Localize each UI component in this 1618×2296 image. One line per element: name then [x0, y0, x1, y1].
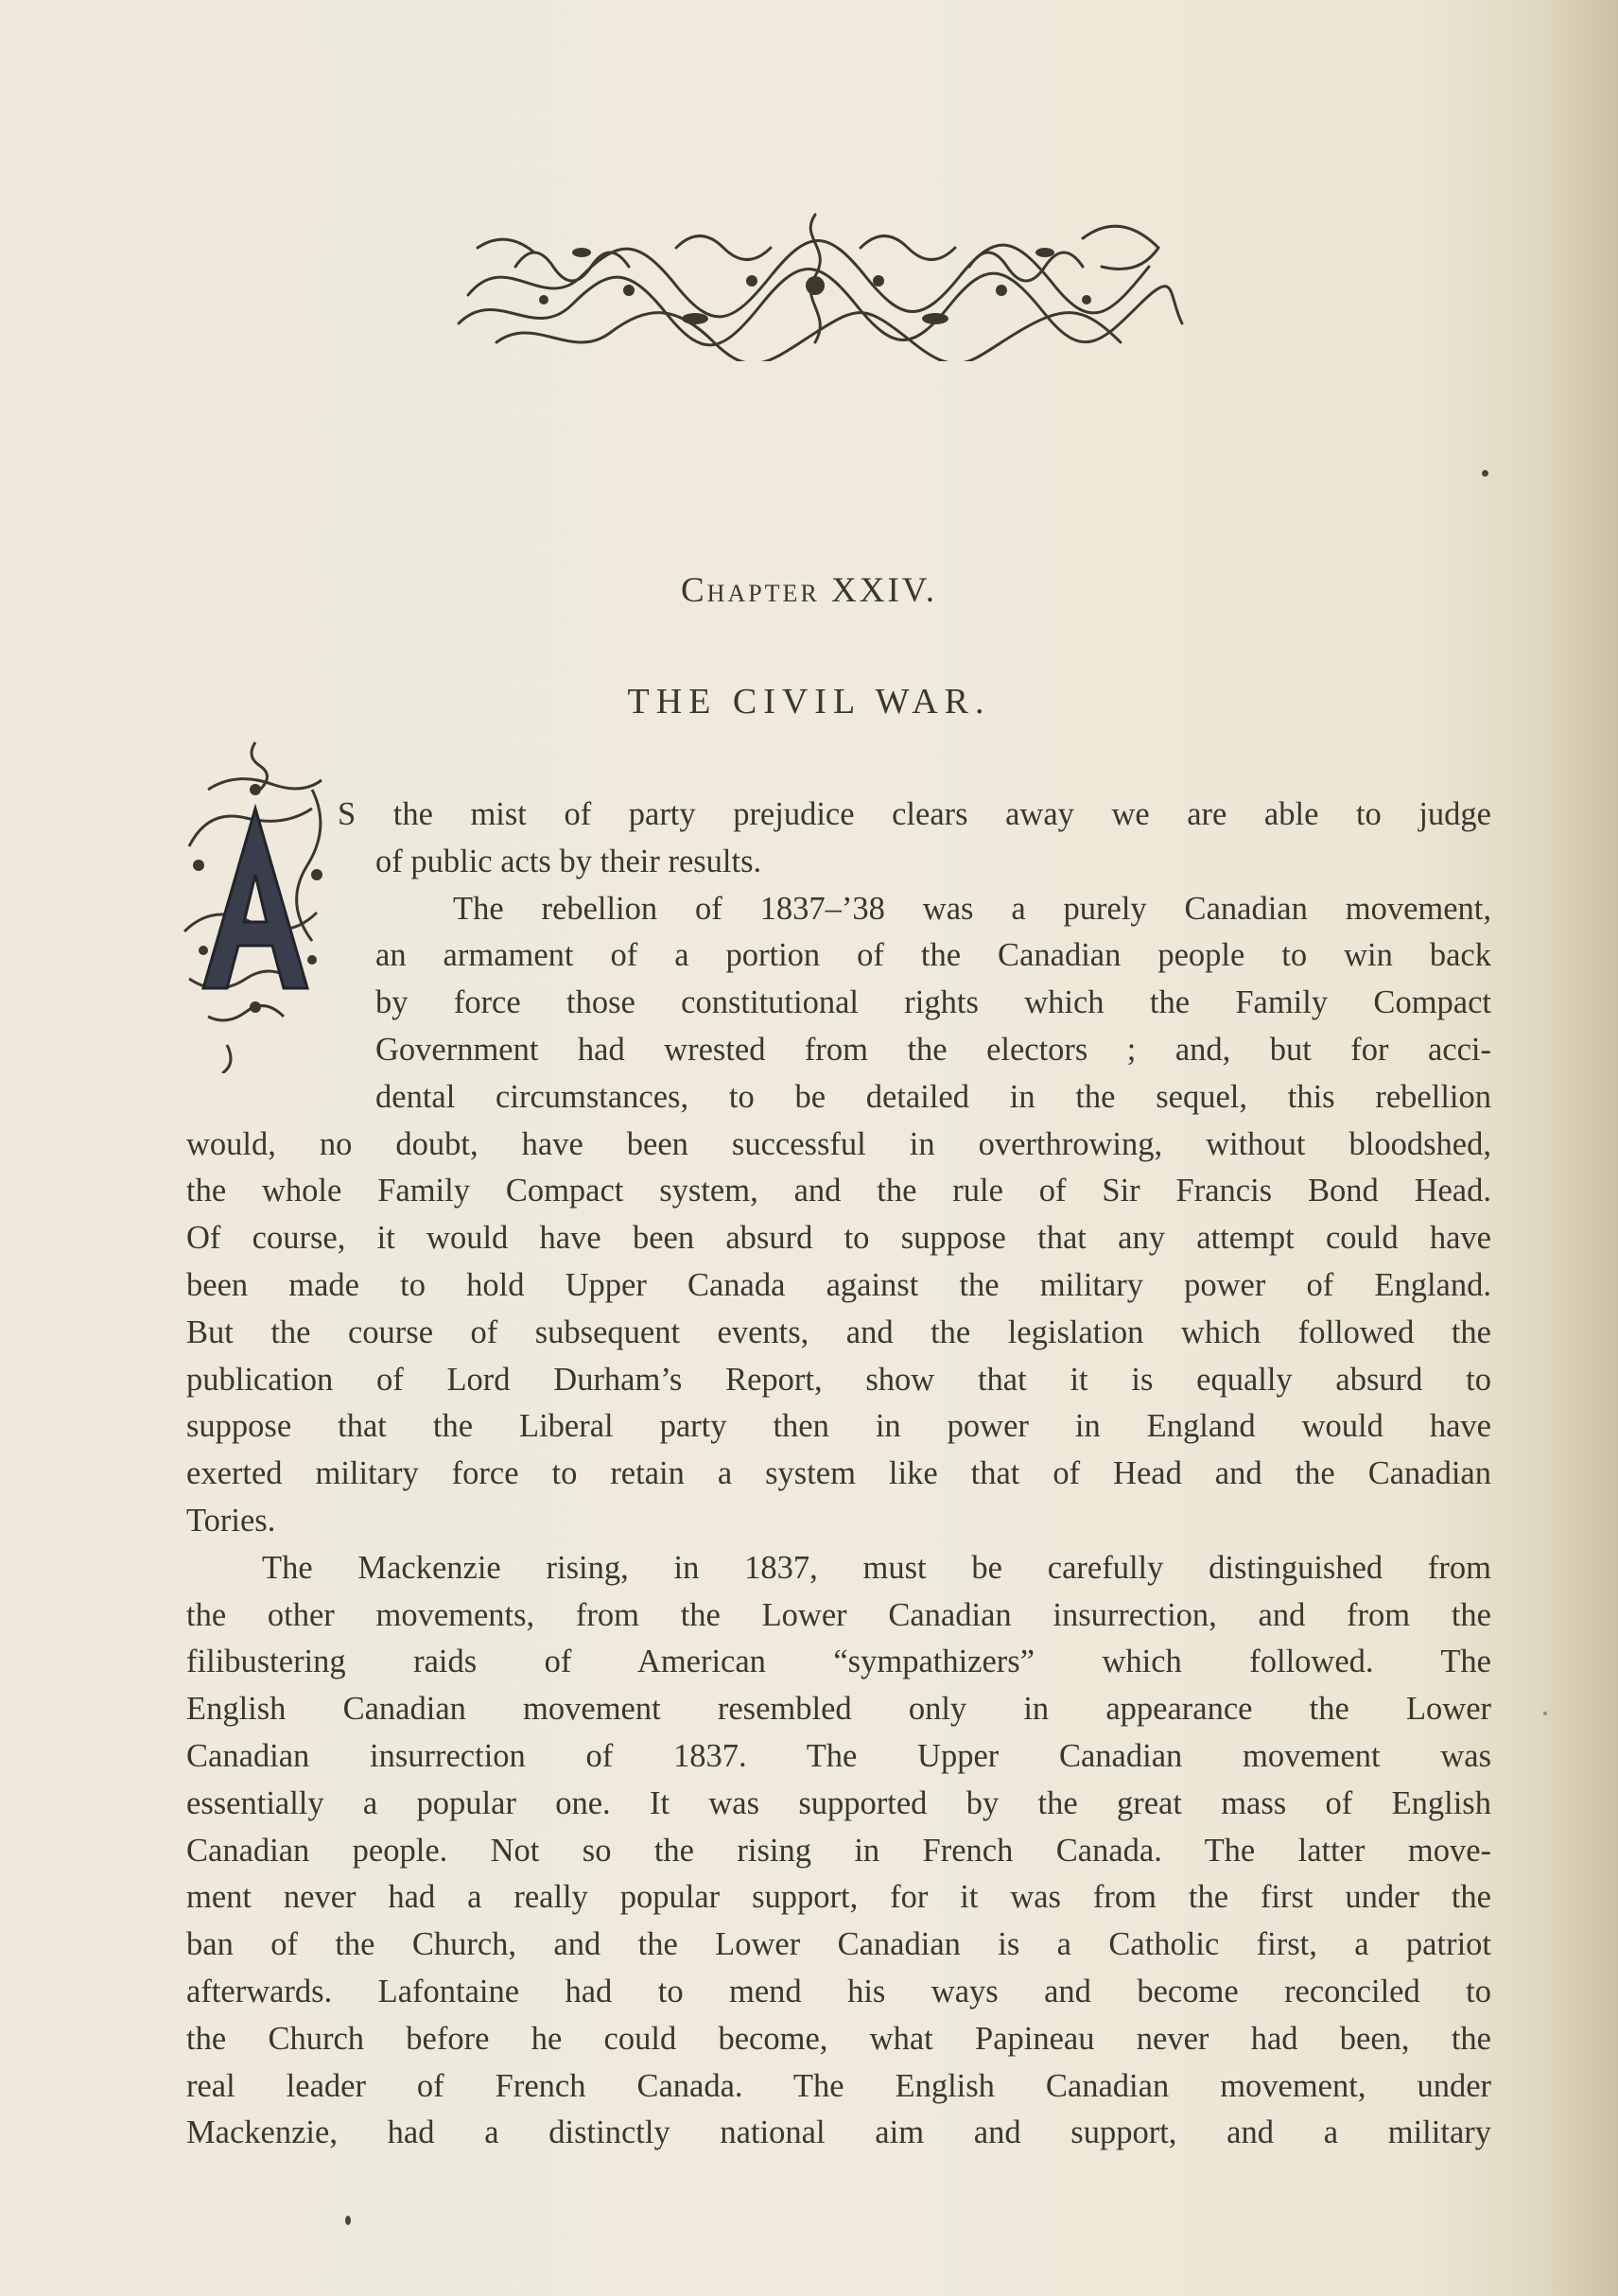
text-line: English Canadian movement resembled only in appearance the Lower [186, 1691, 1491, 1728]
text-line: of public acts by their results. [375, 843, 762, 879]
text-line: been made to hold Upper Canada against the military power of England. [186, 1266, 1491, 1303]
paper-speck [1543, 1712, 1547, 1715]
page-edge-shadow [1533, 0, 1618, 2296]
text-line: The Mackenzie rising, in 1837, must be carefully distinguished from [262, 1549, 1491, 1586]
text-line: ban of the Church, and the Lower Canadian is a Catholic first, a patriot [186, 1926, 1491, 1963]
text-line: Mackenzie, had a distinctly national aim and support, and a military [186, 2114, 1491, 2151]
text-line: Government had wrested from the electors ; and, but for acci- [375, 1031, 1491, 1068]
text-line: ment never had a really popular support, for it was from the first under the [186, 1879, 1491, 1916]
text-line: Canadian insurrection of 1837. The Upper Canadian movement was [186, 1737, 1491, 1774]
text-line: publication of Lord Durham’s Report, show that it is equally absurd to [186, 1361, 1491, 1398]
text-line: S the mist of party prejudice clears away we are able to judge [338, 796, 1491, 832]
chapter-label: Chapter XXIV. [680, 571, 937, 610]
text-line: dental circumstances, to be detailed in the sequel, this rebellion [375, 1078, 1491, 1115]
text-line: The rebellion of 1837–’38 was a purely Canadian movement, [453, 890, 1491, 927]
text-line: would, no doubt, have been successful in overthrowing, without bloodshed, [186, 1125, 1491, 1162]
paper-speck [345, 2216, 351, 2225]
text-line: essentially a popular one. It was supported by the great mass of English [186, 1784, 1491, 1821]
text-line: Canadian people. Not so the rising in French Canada. The latter move- [186, 1832, 1491, 1869]
text-line: filibustering raids of American “sympathizers” which followed. The [186, 1644, 1491, 1680]
text-line: by force those constitutional rights which the Family Compact [375, 984, 1491, 1021]
ornamental-headpiece [440, 210, 1192, 361]
text-line: exerted military force to retain a system like that of Head and the Canadian [186, 1455, 1491, 1492]
body-text [186, 791, 1491, 2157]
chapter-title: THE CIVIL WAR. [627, 682, 991, 722]
text-line: afterwards. Lafontaine had to mend his ways and become reconciled to [186, 1973, 1491, 2009]
text-line: the other movements, from the Lower Canadian insurrection, and from the [186, 1596, 1491, 1633]
text-line: But the course of subsequent events, and the legislation which followed the [186, 1313, 1491, 1350]
chapter-number [0, 570, 1618, 611]
text-line: Of course, it would have been absurd to suppose that any attempt could have [186, 1220, 1491, 1257]
text-line: the Church before he could become, what Papineau never had been, the [186, 2020, 1491, 2057]
paper-speck [1482, 470, 1488, 477]
text-line: Tories. [186, 1502, 276, 1539]
text-line: suppose that the Liberal party then in power in England would have [186, 1408, 1491, 1445]
text-line: an armament of a portion of the Canadian people to win back [375, 937, 1491, 974]
text-line: the whole Family Compact system, and the rule of Sir Francis Bond Head. [186, 1173, 1491, 1209]
text-line: real leader of French Canada. The English Canadian movement, under [186, 2067, 1491, 2104]
